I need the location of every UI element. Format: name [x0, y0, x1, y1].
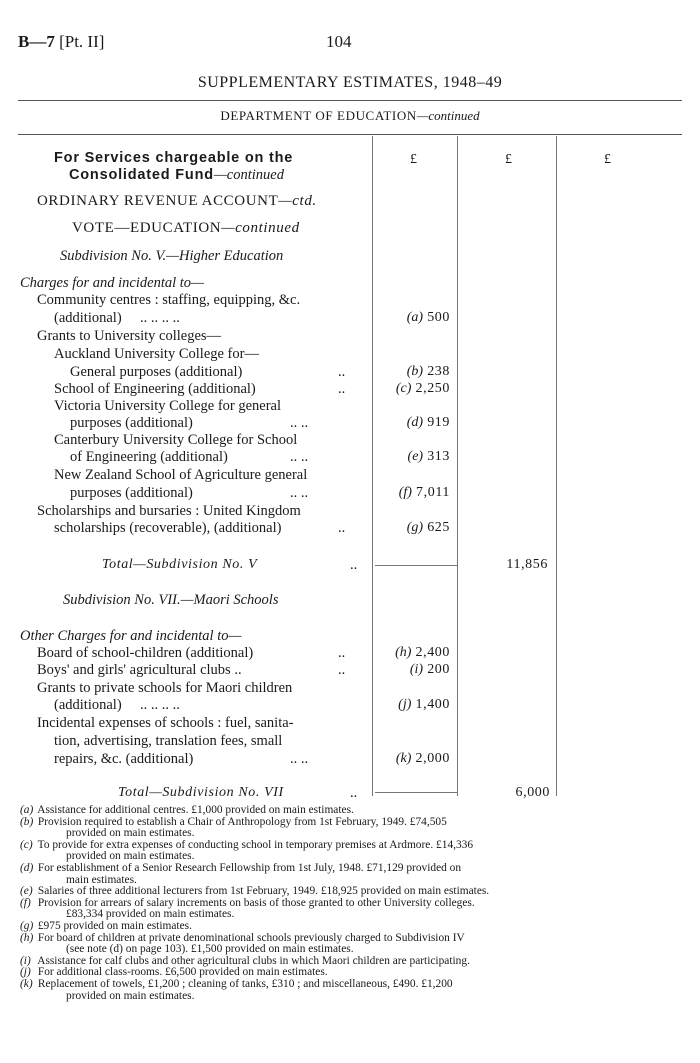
line-item: General purposes (additional)	[70, 364, 243, 380]
line-item: (additional)	[54, 697, 122, 713]
footnote-b: (b) Provision required to establish a Chair of Anthropology from 1st February, 1949. £74,505	[20, 815, 447, 828]
line-item: Victoria University College for general	[54, 398, 282, 414]
column-rule-1	[372, 136, 373, 796]
dot-leader: .. .. .. ..	[140, 697, 180, 713]
line-item: Scholarships and bursaries : United Kingdom	[37, 503, 301, 519]
document-reference: B—7 [Pt. II]	[18, 32, 105, 51]
subdivision-vii-total: 6,000	[515, 785, 550, 800]
line-item: of Engineering (additional)	[70, 449, 228, 465]
footnote-h-continued: (see note (d) on page 103). £1,500 provided on main estimates.	[66, 943, 354, 956]
dot-leader: ..	[338, 645, 346, 661]
column-header-pound-1: £	[410, 152, 417, 167]
page-number: 104	[326, 32, 352, 51]
column-rule-2	[457, 136, 458, 796]
total-rule	[375, 792, 457, 793]
line-item: purposes (additional)	[70, 485, 193, 501]
line-item: Boys' and girls' agricultural clubs ..	[37, 662, 242, 678]
subdivision-v-heading: Subdivision No. V.—Higher Education	[60, 248, 284, 264]
footnote-d-continued: main estimates.	[66, 873, 137, 886]
amount-b: (b) 238	[406, 364, 450, 379]
footnote-c-continued: provided on main estimates.	[66, 850, 195, 863]
line-item: scholarships (recoverable), (additional)	[54, 520, 282, 536]
dot-leader: .. ..	[290, 751, 309, 767]
footnote-a: (a) Assistance for additional centres. £1,000 provided on main estimates.	[20, 804, 354, 816]
footnote-j: (j) For additional class-rooms. £6,500 provided on main estimates.	[20, 966, 328, 979]
title-rule	[18, 100, 682, 101]
dot-leader: ..	[338, 381, 346, 397]
subdivision-vii-heading: Subdivision No. VII.—Maori Schools	[63, 592, 279, 608]
department-rule	[18, 134, 682, 135]
column-header-pound-3: £	[604, 152, 611, 167]
line-item: Board of school-children (additional)	[37, 645, 254, 661]
dot-leader: .. ..	[290, 485, 309, 501]
footnote-d: (d) For establishment of a Senior Research Fellowship from 1st July, 1948. £71,129 provided on	[20, 861, 462, 874]
footnote-f-continued: £83,334 provided on main estimates.	[66, 908, 235, 921]
dot-leader: ..	[350, 785, 358, 801]
line-item: Canterbury University College for School	[54, 432, 298, 448]
line-item: (additional)	[54, 310, 122, 326]
dot-leader: .. ..	[290, 415, 309, 431]
line-item: New Zealand School of Agriculture general	[54, 467, 308, 483]
amount-i: (i) 200	[409, 662, 450, 677]
other-charges-heading: Other Charges for and incidental to—	[20, 628, 242, 644]
line-item: Auckland University College for—	[54, 346, 259, 362]
footnotes	[20, 805, 690, 1002]
dot-leader: .. .. .. ..	[140, 310, 180, 326]
column-rule-3	[556, 136, 557, 796]
dot-leader: ..	[338, 662, 346, 678]
line-item: Grants to University colleges—	[37, 328, 222, 344]
column-header-pound-2: £	[505, 152, 512, 167]
line-item: Grants to private schools for Maori children	[37, 680, 293, 696]
department-heading: DEPARTMENT OF EDUCATION—continued	[220, 108, 480, 123]
dot-leader: ..	[338, 364, 346, 380]
amount-d: (d) 919	[406, 415, 450, 430]
account-heading: ORDINARY REVENUE ACCOUNT—ctd.	[37, 193, 317, 209]
subdivision-v-total-label: Total—Subdivision No. V	[102, 557, 258, 572]
footnote-i: (i) Assistance for calf clubs and other agricultural clubs in which Maori children are participating.	[20, 954, 470, 967]
footnote-k-continued: provided on main estimates.	[66, 989, 195, 1002]
total-rule	[375, 565, 457, 566]
dot-leader: ..	[350, 557, 358, 573]
amount-c: (c) 2,250	[395, 381, 450, 396]
line-item: School of Engineering (additional)	[54, 381, 256, 397]
dot-leader: .. ..	[290, 449, 309, 465]
amount-a: (a) 500	[406, 310, 450, 325]
footnote-h: (h) For board of children at private denominational schools previously charged to Subdivision IV	[20, 931, 465, 944]
amount-g: (g) 625	[406, 520, 450, 535]
charges-heading: Charges for and incidental to—	[20, 275, 204, 291]
line-item: tion, advertising, translation fees, small	[54, 733, 283, 749]
line-item: repairs, &c. (additional)	[54, 751, 194, 767]
subdivision-v-total: 11,856	[506, 557, 548, 572]
page-title: SUPPLEMENTARY ESTIMATES, 1948–49	[197, 74, 503, 91]
amount-f: (f) 7,011	[398, 485, 450, 500]
amount-e: (e) 313	[407, 449, 450, 464]
amount-k: (k) 2,000	[395, 751, 450, 766]
line-item: Incidental expenses of schools : fuel, sanita-	[37, 715, 294, 731]
subdivision-vii-total-label: Total—Subdivision No. VII	[118, 785, 284, 800]
footnote-k: (k) Replacement of towels, £1,200 ; cleaning of tanks, £310 ; and miscellaneous, £490. £1,200	[20, 977, 453, 990]
amount-j: (j) 1,400	[398, 697, 450, 712]
services-heading: For Services chargeable on the Consolidated Fund—continued	[54, 150, 294, 183]
dot-leader: ..	[338, 520, 346, 536]
line-item: purposes (additional)	[70, 415, 193, 431]
footnote-e: (e) Salaries of three additional lecturers from 1st February, 1949. £18,925 provided on main estimates.	[20, 885, 490, 898]
vote-heading: VOTE—EDUCATION—continued	[72, 220, 300, 236]
footnote-b-continued: provided on main estimates.	[66, 827, 195, 840]
footnote-c: (c) To provide for extra expenses of conducting school in temporary premises at Ardmore. £14,336	[20, 838, 474, 851]
footnote-g: (g) £975 provided on main estimates.	[20, 919, 192, 932]
line-item: Community centres : staffing, equipping, &c.	[37, 292, 301, 308]
footnote-f: (f) Provision for arrears of salary increments on basis of those granted to other University colleges.	[20, 896, 475, 909]
amount-h: (h) 2,400	[395, 645, 450, 660]
